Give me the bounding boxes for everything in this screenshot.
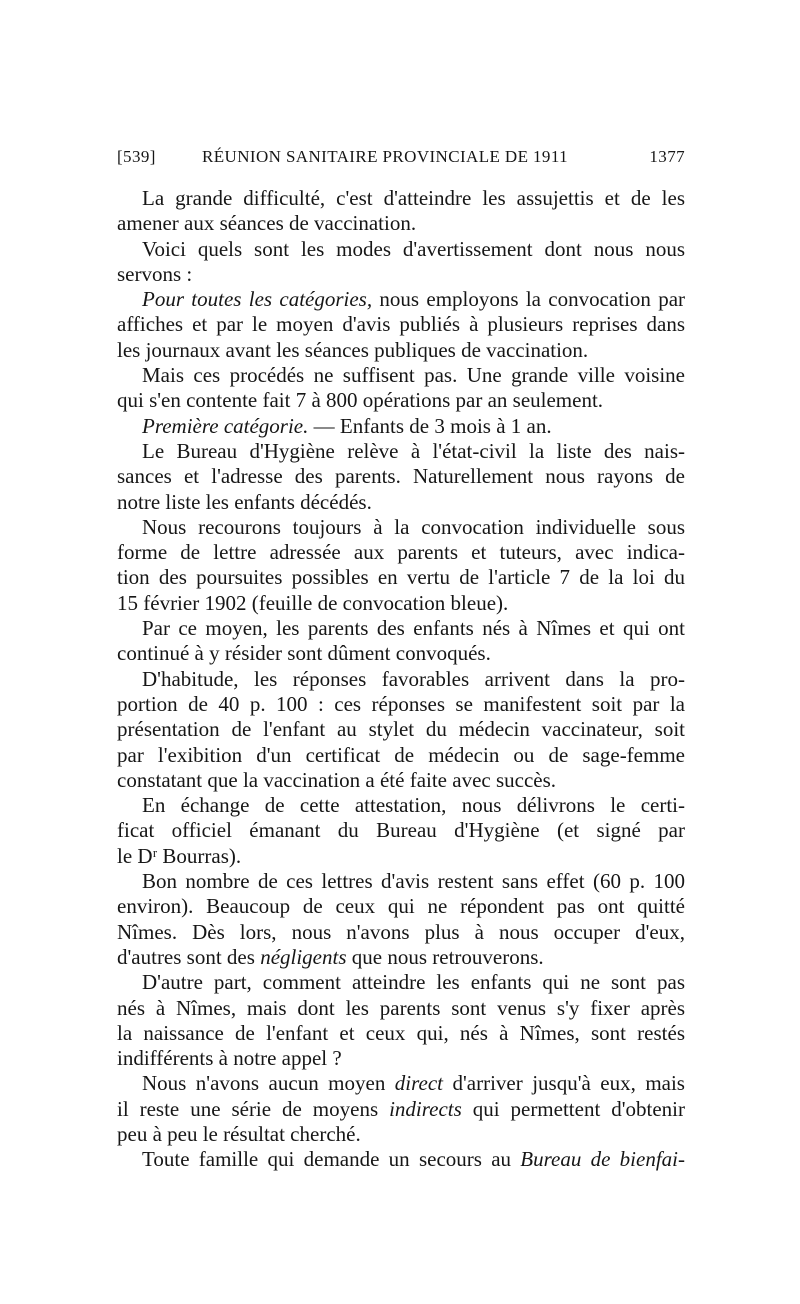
text-line: Nous recourons toujours à la convocation individuelle sous [142,514,685,539]
text-line: nés à Nîmes, mais dont les parents sont venus s'y fixer après [117,995,685,1020]
paragraph [117,793,685,869]
text-line: d'autres sont des négligents que nous retrouverons. [117,944,544,969]
text-line: 15 février 1902 (feuille de convocation bleue). [117,590,509,615]
paragraph [117,287,685,363]
paragraph [117,970,685,1071]
italic-lead: Pour toutes les catégories, [142,287,373,312]
text-line: sances et l'adresse des parents. Naturellement nous rayons de [117,464,685,489]
italic-word: négligents [260,944,347,969]
text-line: affiches et par le moyen d'avis publiés à plusieurs reprises dans [117,312,685,337]
body-text [117,186,685,1173]
text-line: forme de lettre adressée aux parents et tuteurs, avec indica- [117,540,685,565]
text-line: les journaux avant les séances publiques de vaccination. [117,337,589,362]
text-line: Le Bureau d'Hygiène relève à l'état-civil la liste des nais- [142,438,685,463]
text-line: servons : [117,261,193,286]
paragraph [117,186,685,237]
text-line: Nous n'avons aucun moyen direct d'arriver jusqu'à eux, mais [142,1071,685,1096]
text-line: il reste une série de moyens indirects qui permettent d'obtenir [117,1096,685,1121]
italic-lead: Première catégorie. [142,413,309,438]
paragraph [117,869,685,970]
text-line: D'habitude, les réponses favorables arrivent dans la pro- [142,666,685,691]
text-line: Pour toutes les catégories, nous employons la convocation par [142,287,686,312]
paragraph [117,414,685,439]
text-line: Mais ces procédés ne suffisent pas. Une grande ville voisine [142,363,685,388]
italic-word: Bureau de bienfai- [520,1147,685,1172]
text-line: Par ce moyen, les parents des enfants nés à Nîmes et qui ont [142,616,685,641]
italic-word: indirects [389,1096,462,1121]
paragraph [117,616,685,667]
text-line: constatant que la vaccination a été faite avec succès. [117,767,557,792]
folio-left: [539] [117,147,156,166]
paragraph [117,667,685,793]
text-line: amener aux séances de vaccination. [117,211,417,236]
text-line: qui s'en contente fait 7 à 800 opérations par an seulement. [117,388,604,413]
text-line: tion des poursuites possibles en vertu de l'article 7 de la loi du [117,565,685,590]
text-line: D'autre part, comment atteindre les enfants qui ne sont pas [142,970,685,995]
text-line: Première catégorie. — Enfants de 3 mois à 1 an. [142,413,552,438]
paragraph [117,439,685,515]
text-line: notre liste les enfants décédés. [117,489,372,514]
text-line: Nîmes. Dès lors, nous n'avons plus à nous occuper d'eux, [117,919,685,944]
text-line: le Dʳ Bourras). [117,843,242,868]
text-line: continué à y résider sont dûment convoqués. [117,641,491,666]
text-line: En échange de cette attestation, nous délivrons le certi- [142,793,685,818]
text-line: Voici quels sont les modes d'avertissement dont nous nous [142,236,685,261]
text-line: Toute famille qui demande un secours au Bureau de bienfai- [142,1147,685,1172]
paragraph [117,1071,685,1147]
text-line: par l'exibition d'un certificat de médecin ou de sage-femme [117,742,685,767]
running-title: RÉUNION SANITAIRE PROVINCIALE DE 1911 [202,147,569,166]
text-line: la naissance de l'enfant et ceux qui, nés à Nîmes, sont restés [117,1020,685,1045]
paragraph [117,237,685,288]
text-line: portion de 40 p. 100 : ces réponses se manifestent soit par la [117,691,685,716]
paragraph [117,1147,685,1172]
page-header [117,147,685,175]
text-line: indifférents à notre appel ? [117,1046,342,1071]
page-number: 1377 [649,147,685,166]
text-line: environ). Beaucoup de ceux qui ne répondent pas ont quitté [117,894,685,919]
text-line: présentation de l'enfant au stylet du médecin vaccinateur, soit [117,717,685,742]
text-line: La grande difficulté, c'est d'atteindre les assujettis et de les [142,186,685,210]
text-line: peu à peu le résultat cherché. [117,1121,361,1146]
paragraph [117,515,685,616]
paragraph [117,363,685,414]
italic-word: direct [394,1071,444,1096]
text-line: ficat officiel émanant du Bureau d'Hygiène (et signé par [117,818,685,843]
text-line: Bon nombre de ces lettres d'avis restent sans effet (60 p. 100 [142,869,685,894]
